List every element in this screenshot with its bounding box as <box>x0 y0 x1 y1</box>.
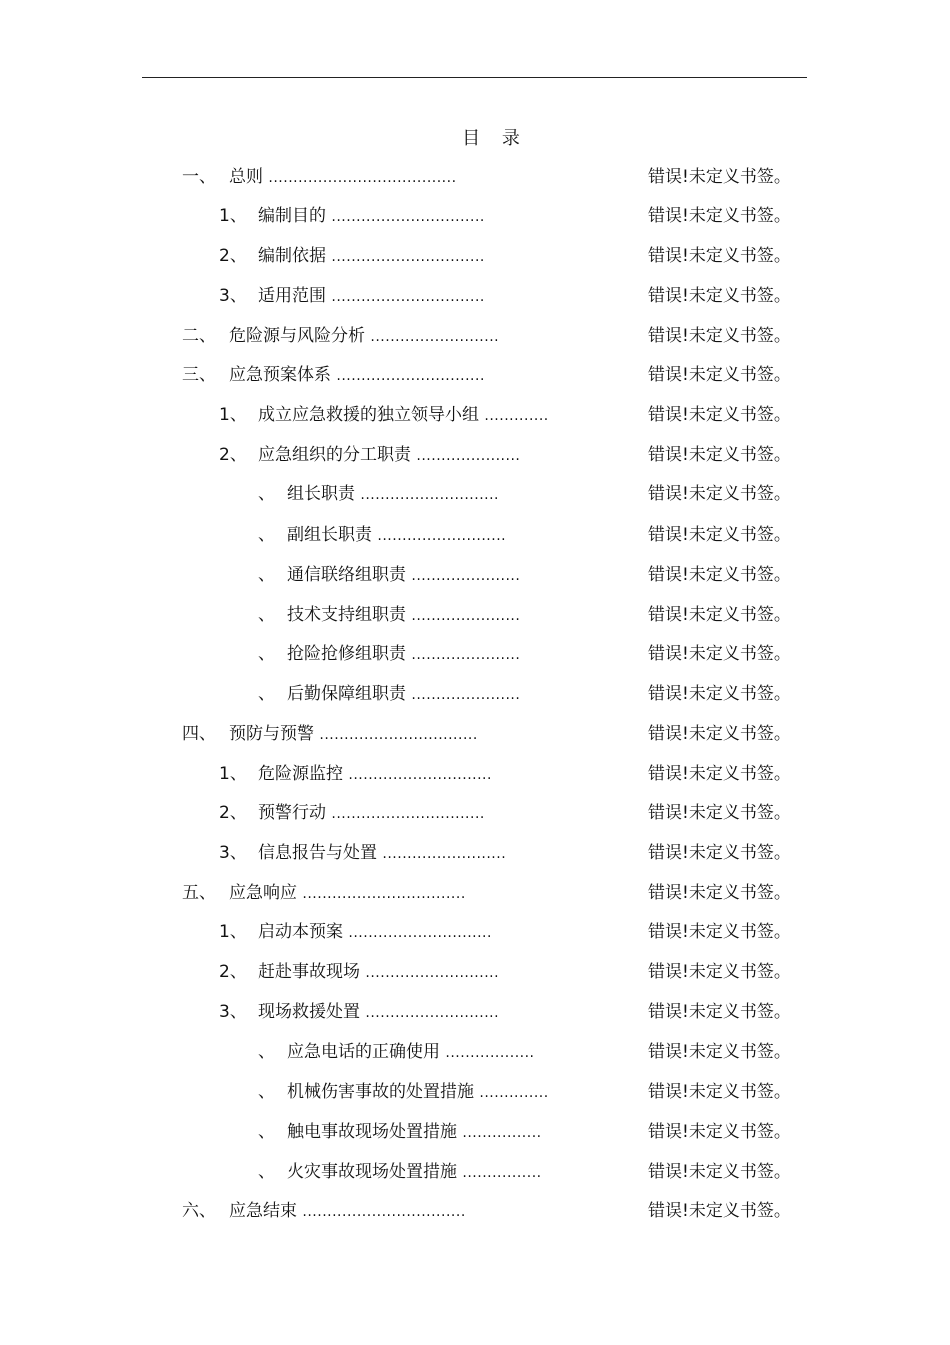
toc-page-ref: 错误!未定义书签。 <box>648 1002 791 1022</box>
toc-entry[interactable] <box>0 316 950 356</box>
toc-entry-text <box>287 474 499 515</box>
toc-entry-number: 、 <box>258 484 275 504</box>
toc-entry-text <box>287 515 506 556</box>
toc-entry-label: 现场救援处置 <box>258 1002 360 1022</box>
toc-entry[interactable] <box>0 912 950 952</box>
toc-entry-text <box>258 952 499 993</box>
toc-entry-label: 赶赴事故现场 <box>258 962 360 982</box>
toc-entry[interactable] <box>0 952 950 992</box>
toc-entry[interactable] <box>0 595 950 635</box>
toc-entry[interactable] <box>0 555 950 595</box>
toc-page-ref: 错误!未定义书签。 <box>648 565 791 585</box>
toc-entry[interactable] <box>0 395 950 435</box>
toc-entry-label: 信息报告与处置 <box>258 843 377 863</box>
toc-page-ref: 错误!未定义书签。 <box>648 1082 791 1102</box>
toc-entry-label: 应急结束 <box>229 1201 297 1221</box>
toc-entry[interactable] <box>0 992 950 1032</box>
toc-entry-text <box>258 912 492 953</box>
header-rule <box>142 77 807 78</box>
toc-entry-label: 应急响应 <box>229 883 297 903</box>
toc-entry-number: 3、 <box>219 1002 247 1022</box>
toc-page-ref: 错误!未定义书签。 <box>648 525 791 545</box>
toc-entry-number: 、 <box>258 525 275 545</box>
toc-entry-number: 、 <box>258 605 275 625</box>
toc-page-ref: 错误!未定义书签。 <box>648 605 791 625</box>
toc-entry-text <box>229 355 485 396</box>
toc-entry-number: 三、 <box>182 365 216 385</box>
toc-entry-label: 通信联络组职责 <box>287 565 406 585</box>
toc-entry-number: 、 <box>258 684 275 704</box>
toc-entry-number: 1、 <box>219 206 247 226</box>
toc-entry-number: 、 <box>258 644 275 664</box>
toc-leader-dots: ...................... <box>411 568 521 584</box>
toc-entry-label: 成立应急救援的独立领导小组 <box>258 405 479 425</box>
toc-page-ref: 错误!未定义书签。 <box>648 405 791 425</box>
toc-leader-dots: ............. <box>484 408 549 424</box>
toc-leader-dots: ............................. <box>348 767 492 783</box>
toc-page-ref: 错误!未定义书签。 <box>648 326 791 346</box>
toc-leader-dots: ................ <box>462 1165 542 1181</box>
toc-entry-text <box>258 833 506 874</box>
toc-entry[interactable] <box>0 1191 950 1231</box>
toc-page-ref: 错误!未定义书签。 <box>648 1162 791 1182</box>
toc-leader-dots: ............................. <box>348 925 492 941</box>
toc-entry-number: 3、 <box>219 286 247 306</box>
toc-entry-text <box>229 714 478 755</box>
toc-page-ref: 错误!未定义书签。 <box>648 206 791 226</box>
toc-entry[interactable] <box>0 515 950 555</box>
toc-entry-label: 副组长职责 <box>287 525 372 545</box>
toc-entry-label: 机械伤害事故的处置措施 <box>287 1082 474 1102</box>
toc-entry-text <box>287 634 520 675</box>
toc-leader-dots: ...................................... <box>268 170 457 186</box>
toc-entry[interactable] <box>0 276 950 316</box>
toc-leader-dots: ................................ <box>319 727 478 743</box>
toc-page-ref: 错误!未定义书签。 <box>648 484 791 504</box>
toc-leader-dots: .............................. <box>336 368 485 384</box>
toc-entry-number: 、 <box>258 1082 275 1102</box>
toc-entry-number: 2、 <box>219 246 247 266</box>
toc-entry-number: 2、 <box>219 445 247 465</box>
toc-leader-dots: ..................... <box>416 448 521 464</box>
toc-entry[interactable] <box>0 196 950 236</box>
toc-entry-text <box>229 316 499 357</box>
toc-entry[interactable] <box>0 634 950 674</box>
toc-page-ref: 错误!未定义书签。 <box>648 167 791 187</box>
toc-entry[interactable] <box>0 474 950 514</box>
toc-entry-number: 六、 <box>182 1201 216 1221</box>
toc-entry-number: 四、 <box>182 724 216 744</box>
toc-entry-label: 组长职责 <box>287 484 355 504</box>
toc-entry-text <box>258 992 499 1033</box>
toc-leader-dots: ................ <box>462 1125 542 1141</box>
toc-leader-dots: ........................... <box>365 965 500 981</box>
toc-entry-text <box>258 395 549 436</box>
toc-entry-text <box>287 1112 542 1153</box>
toc-entry-text <box>258 754 492 795</box>
toc-entry-text <box>287 1032 535 1073</box>
toc-entry-label: 应急预案体系 <box>229 365 331 385</box>
toc-entry[interactable] <box>0 1112 950 1152</box>
toc-page-ref: 错误!未定义书签。 <box>648 684 791 704</box>
toc-entry-number: 1、 <box>219 405 247 425</box>
toc-page-ref: 错误!未定义书签。 <box>648 246 791 266</box>
toc-entry-label: 应急电话的正确使用 <box>287 1042 440 1062</box>
toc-page-ref: 错误!未定义书签。 <box>648 883 791 903</box>
toc-page-ref: 错误!未定义书签。 <box>648 803 791 823</box>
toc-entry[interactable] <box>0 714 950 754</box>
toc-leader-dots: ............................ <box>360 487 500 503</box>
toc-entry-label: 编制目的 <box>258 206 326 226</box>
toc-entry-text <box>258 435 520 476</box>
toc-leader-dots: ................................. <box>302 1204 466 1220</box>
toc-page-ref: 错误!未定义书签。 <box>648 843 791 863</box>
toc-entry-number: 2、 <box>219 962 247 982</box>
toc-leader-dots: ...................... <box>411 687 521 703</box>
toc-entry-number: 1、 <box>219 764 247 784</box>
toc-entry-text <box>287 595 520 636</box>
toc-entry[interactable] <box>0 355 950 395</box>
toc-leader-dots: ............................... <box>331 209 485 225</box>
toc-entry-number: 五、 <box>182 883 216 903</box>
toc-entry-number: 1、 <box>219 922 247 942</box>
toc-entry[interactable] <box>0 435 950 475</box>
toc-entry-label: 预防与预警 <box>229 724 314 744</box>
toc-entry-number: 2、 <box>219 803 247 823</box>
toc-entry-number: 一、 <box>182 167 216 187</box>
toc-entry-number: 、 <box>258 1122 275 1142</box>
toc-entry-label: 抢险抢修组职责 <box>287 644 406 664</box>
toc-entry-number: 、 <box>258 1042 275 1062</box>
toc-entry[interactable] <box>0 157 950 197</box>
toc-entry-label: 预警行动 <box>258 803 326 823</box>
toc-entry-text <box>229 873 466 914</box>
toc-page-ref: 错误!未定义书签。 <box>648 724 791 744</box>
toc-entry[interactable] <box>0 1032 950 1072</box>
toc-entry-number: 3、 <box>219 843 247 863</box>
toc-entry-number: 、 <box>258 565 275 585</box>
toc-entry[interactable] <box>0 1152 950 1192</box>
toc-entry[interactable] <box>0 833 950 873</box>
toc-leader-dots: ............................... <box>331 249 485 265</box>
toc-page-ref: 错误!未定义书签。 <box>648 1201 791 1221</box>
toc-entry[interactable] <box>0 754 950 794</box>
toc-entry-text <box>287 1152 542 1193</box>
toc-leader-dots: .............. <box>479 1085 549 1101</box>
toc-entry-label: 危险源与风险分析 <box>229 326 365 346</box>
toc-entry-label: 火灾事故现场处置措施 <box>287 1162 457 1182</box>
toc-entry-text <box>229 157 457 198</box>
toc-page-ref: 错误!未定义书签。 <box>648 1042 791 1062</box>
toc-entry-text <box>287 1072 549 1113</box>
toc-entry-label: 总则 <box>229 167 263 187</box>
toc-leader-dots: ...................... <box>411 608 521 624</box>
toc-entry-text <box>258 196 485 237</box>
toc-leader-dots: ........................... <box>365 1005 500 1021</box>
toc-entry[interactable] <box>0 674 950 714</box>
toc-leader-dots: .......................... <box>377 528 507 544</box>
toc-leader-dots: ............................... <box>331 806 485 822</box>
toc-page-ref: 错误!未定义书签。 <box>648 1122 791 1142</box>
toc-entry-number: 、 <box>258 1162 275 1182</box>
toc-page-ref: 错误!未定义书签。 <box>648 286 791 306</box>
toc-entry-label: 启动本预案 <box>258 922 343 942</box>
toc-entry-label: 触电事故现场处置措施 <box>287 1122 457 1142</box>
toc-entry[interactable] <box>0 873 950 913</box>
toc-page-ref: 错误!未定义书签。 <box>648 922 791 942</box>
toc-title: 目 录 <box>462 128 528 149</box>
toc-page-ref: 错误!未定义书签。 <box>648 445 791 465</box>
toc-entry[interactable] <box>0 236 950 276</box>
toc-entry-text <box>258 276 485 317</box>
toc-leader-dots: .......................... <box>370 329 500 345</box>
toc-entry-text <box>287 555 520 596</box>
toc-entry-label: 危险源监控 <box>258 764 343 784</box>
toc-leader-dots: ............................... <box>331 289 485 305</box>
toc-entry-label: 技术支持组职责 <box>287 605 406 625</box>
toc-leader-dots: .................. <box>445 1045 535 1061</box>
toc-leader-dots: ................................. <box>302 886 466 902</box>
toc-entry-text <box>287 674 520 715</box>
toc-entry-number: 二、 <box>182 326 216 346</box>
toc-entry[interactable] <box>0 1072 950 1112</box>
toc-entry-text <box>258 236 485 277</box>
toc-entry-text <box>258 793 485 834</box>
toc-entry-label: 后勤保障组职责 <box>287 684 406 704</box>
toc-page-ref: 错误!未定义书签。 <box>648 764 791 784</box>
toc-page-ref: 错误!未定义书签。 <box>648 644 791 664</box>
toc-entry-label: 适用范围 <box>258 286 326 306</box>
toc-leader-dots: ......................... <box>382 846 507 862</box>
toc-leader-dots: ...................... <box>411 647 521 663</box>
toc-entry-label: 编制依据 <box>258 246 326 266</box>
toc-page-ref: 错误!未定义书签。 <box>648 962 791 982</box>
toc-page-ref: 错误!未定义书签。 <box>648 365 791 385</box>
toc-entry-label: 应急组织的分工职责 <box>258 445 411 465</box>
toc-entry[interactable] <box>0 793 950 833</box>
toc-entry-text <box>229 1191 466 1232</box>
